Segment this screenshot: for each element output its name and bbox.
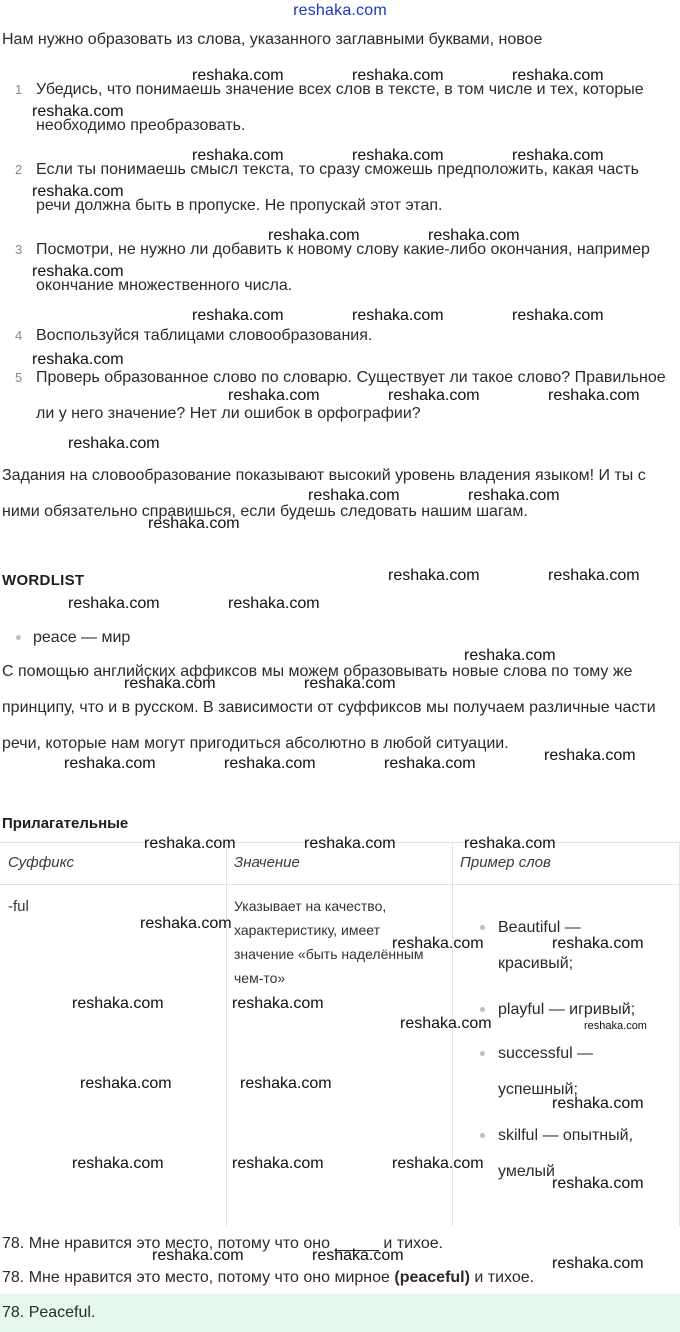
task-filled-sentence <box>2 1260 534 1296</box>
watermark: reshaka.com <box>68 435 160 452</box>
watermark: reshaka.com <box>548 387 640 404</box>
watermark: reshaka.com <box>548 567 640 584</box>
watermark: reshaka.com <box>428 227 520 244</box>
bullet-icon <box>16 635 21 640</box>
step-text: Посмотри, не нужно ли добавить к новому слову какие-либо окончания, например окончание множественного числа. <box>36 241 650 294</box>
watermark: reshaka.com <box>192 147 284 164</box>
watermark: reshaka.com <box>304 835 396 852</box>
step-text: Проверь образованное слово по словарю. Существует ли такое слово? Правильное ли у него значение? Нет ли ошибок в орфографии? <box>36 369 666 422</box>
watermark: reshaka.com <box>388 387 480 404</box>
watermark: reshaka.com <box>148 515 240 532</box>
watermark: reshaka.com <box>352 67 444 84</box>
step-number: 5 <box>15 370 23 385</box>
step-text: Если ты понимаешь смысл текста, то сразу сможешь предположить, какая часть речи должна быть в пропуске. Не пропускай этот этап. <box>36 161 639 214</box>
watermark: reshaka.com <box>124 675 216 692</box>
table-cell-suffix: -ful <box>8 898 29 915</box>
watermark: reshaka.com <box>512 147 604 164</box>
watermark: reshaka.com <box>140 915 232 932</box>
adjectives-title: Прилагательные <box>2 815 129 832</box>
watermark: reshaka.com <box>464 835 556 852</box>
watermark: reshaka.com <box>308 487 400 504</box>
watermark: reshaka.com <box>68 595 160 612</box>
task-filled-prefix: 78. Мне нравится это место, потому что оно мирное <box>2 1269 395 1286</box>
watermark: reshaka.com <box>552 1255 644 1272</box>
watermark: reshaka.com <box>228 595 320 612</box>
bullet-icon <box>480 1007 485 1012</box>
watermark: reshaka.com <box>352 147 444 164</box>
affix-paragraph: С помощью английских аффиксов мы можем образовывать новые слова по тому же принципу, что и в русском. В зависимости от суффиксов мы получаем различные части речи, которые нам могут пригодиться абсолютно в любой ситуации. <box>2 663 656 752</box>
watermark: reshaka.com <box>192 67 284 84</box>
step-number: 4 <box>15 328 23 343</box>
table-header-meaning: Значение <box>234 854 300 871</box>
wordlist-item-text: peace — мир <box>33 629 131 646</box>
watermark: reshaka.com <box>80 1075 172 1092</box>
outro-paragraph: Задания на словообразование показывают высокий уровень владения языком! И ты с ними обязательно справишься, если будешь следовать нашим шагам. <box>2 467 646 520</box>
watermark: reshaka.com <box>268 227 360 244</box>
watermark: reshaka.com <box>464 647 556 664</box>
watermark: reshaka.com <box>192 307 284 324</box>
watermark: reshaka.com <box>552 1095 644 1112</box>
watermark: reshaka.com <box>32 183 124 200</box>
watermark: reshaka.com <box>584 1020 647 1032</box>
watermark: reshaka.com <box>32 263 124 280</box>
table-header-examples: Пример слов <box>460 854 551 871</box>
example-text: skilful — опытный, умелый <box>498 1127 634 1180</box>
example-text: successful — успешный; <box>498 1045 594 1098</box>
step-text: Убедись, что понимаешь значение всех слов в тексте, в том числе и тех, которые необходимо преобразовать. <box>36 81 644 134</box>
watermark: reshaka.com <box>392 935 484 952</box>
watermark: reshaka.com <box>228 387 320 404</box>
watermark: reshaka.com <box>512 307 604 324</box>
watermark: reshaka.com <box>232 1155 324 1172</box>
table-column-divider <box>226 842 227 1226</box>
watermark: reshaka.com <box>512 67 604 84</box>
watermark: reshaka.com <box>144 835 236 852</box>
task-filled-bold: (peaceful) <box>394 1269 470 1286</box>
bullet-icon <box>480 1051 485 1056</box>
example-text: playful — игривый; <box>498 1001 636 1018</box>
watermark: reshaka.com <box>388 567 480 584</box>
watermark: reshaka.com <box>224 755 316 772</box>
site-header-link[interactable]: reshaka.com <box>293 2 387 19</box>
example-text: Beautiful — красивый; <box>498 919 581 972</box>
step-number: 2 <box>15 162 23 177</box>
watermark: reshaka.com <box>32 103 124 120</box>
step-number: 3 <box>15 242 23 257</box>
watermark: reshaka.com <box>72 1155 164 1172</box>
wordlist-title: WORDLIST <box>2 572 85 589</box>
watermark: reshaka.com <box>312 1247 404 1264</box>
table-cell-meaning: Указывает на качество, характеристику, имеет значение «быть наделённым чем-то» <box>234 898 424 986</box>
watermark: reshaka.com <box>32 351 124 368</box>
answer-box <box>0 1294 680 1332</box>
step-number: 1 <box>15 82 23 97</box>
watermark: reshaka.com <box>392 1155 484 1172</box>
wordlist-item <box>16 620 130 656</box>
watermark: reshaka.com <box>64 755 156 772</box>
watermark: reshaka.com <box>304 675 396 692</box>
watermark: reshaka.com <box>232 995 324 1012</box>
step-text: Воспользуйся таблицами словообразования. <box>36 327 373 344</box>
bullet-icon <box>480 1133 485 1138</box>
watermark: reshaka.com <box>72 995 164 1012</box>
task-question: 78. Мне нравится это место, потому что оно _____ и тихое. <box>2 1235 444 1252</box>
watermark: reshaka.com <box>384 755 476 772</box>
task-filled-suffix: и тихое. <box>469 1269 535 1286</box>
watermark: reshaka.com <box>400 1015 492 1032</box>
watermark: reshaka.com <box>468 487 560 504</box>
intro-paragraph: Нам нужно образовать из слова, указанного заглавными буквами, новое <box>2 31 543 48</box>
watermark: reshaka.com <box>352 307 444 324</box>
answer-text: 78. Peaceful. <box>2 1304 96 1321</box>
watermark: reshaka.com <box>552 1175 644 1192</box>
watermark: reshaka.com <box>544 747 636 764</box>
table-header-suffix: Суффикс <box>8 854 74 871</box>
bullet-icon <box>480 925 485 930</box>
watermark: reshaka.com <box>552 935 644 952</box>
watermark: reshaka.com <box>240 1075 332 1092</box>
watermark: reshaka.com <box>152 1247 244 1264</box>
